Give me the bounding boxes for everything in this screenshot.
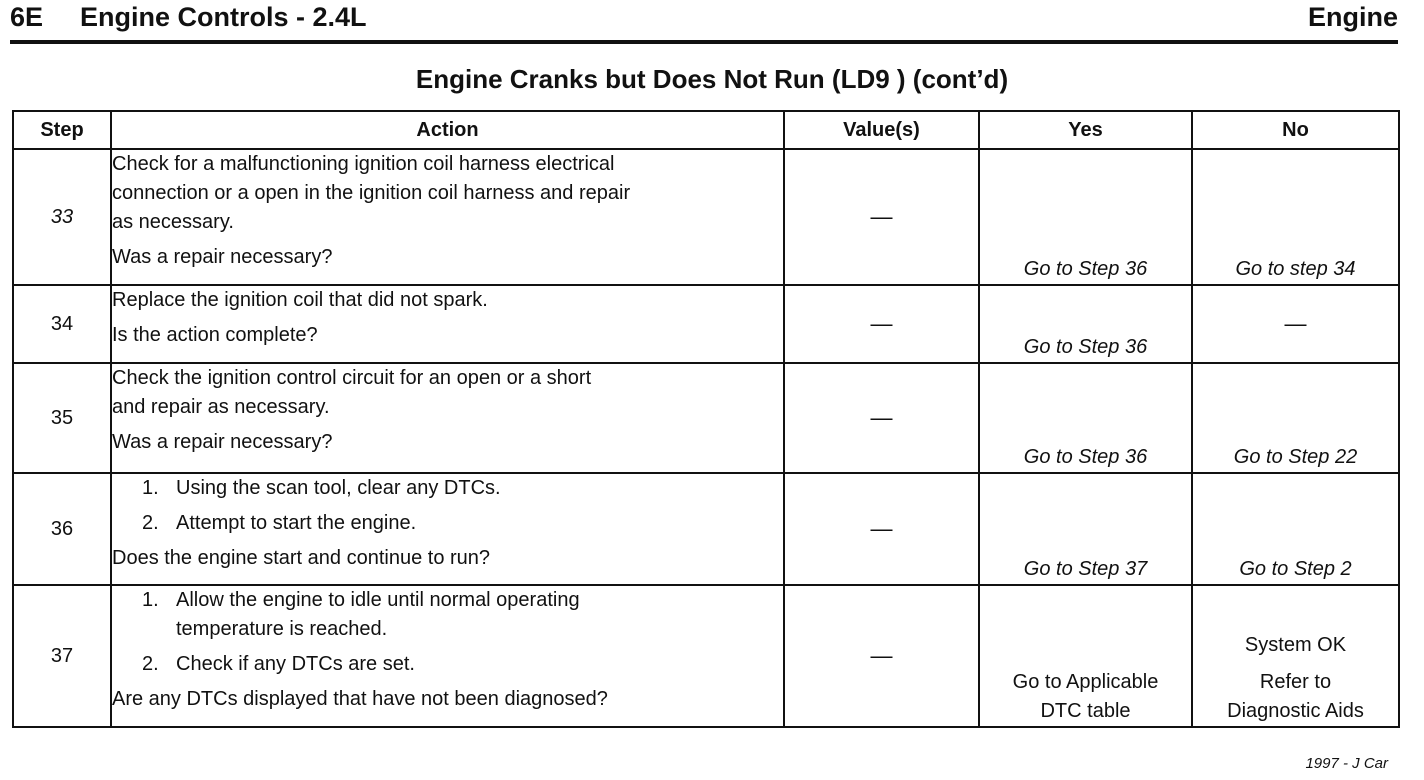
table-row bbox=[13, 473, 1399, 585]
page-header bbox=[10, 0, 1398, 44]
sub-step-number: 2. bbox=[142, 512, 159, 534]
sub-step-text: Check if any DTCs are set. bbox=[176, 653, 415, 675]
value-cell: — bbox=[784, 149, 979, 285]
step-number: 35 bbox=[13, 363, 111, 473]
no-line: Refer to bbox=[1259, 671, 1332, 693]
action-cell bbox=[111, 473, 784, 585]
action-cell bbox=[111, 585, 784, 727]
action-line: as necessary. bbox=[112, 211, 234, 233]
action-question: Was a repair necessary? bbox=[112, 431, 333, 453]
column-header-values: Value(s) bbox=[784, 111, 979, 149]
sub-step bbox=[112, 474, 783, 503]
sub-step-text: Using the scan tool, clear any DTCs. bbox=[176, 477, 501, 499]
no-cell: Go to Step 2 bbox=[1192, 473, 1399, 585]
yes-line: DTC table bbox=[1040, 700, 1131, 722]
table-row bbox=[13, 149, 1399, 285]
value-cell: — bbox=[784, 363, 979, 473]
sub-step-number: 2. bbox=[142, 653, 159, 675]
sub-step bbox=[112, 650, 783, 679]
action-line: connection or a open in the ignition coil harness and repair bbox=[112, 182, 631, 204]
table-row bbox=[13, 585, 1399, 727]
value-cell: — bbox=[784, 473, 979, 585]
step-number: 34 bbox=[13, 285, 111, 363]
action-question: Is the action complete? bbox=[112, 324, 318, 346]
yes-cell bbox=[979, 585, 1192, 727]
sub-step-text: Allow the engine to idle until normal operating bbox=[176, 589, 580, 611]
action-question: Does the engine start and continue to run? bbox=[112, 547, 491, 569]
action-question: Are any DTCs displayed that have not been diagnosed? bbox=[112, 688, 608, 710]
yes-cell: Go to Step 37 bbox=[979, 473, 1192, 585]
action-line: and repair as necessary. bbox=[112, 396, 330, 418]
step-number: 33 bbox=[13, 149, 111, 285]
table-row bbox=[13, 363, 1399, 473]
yes-cell: Go to Step 36 bbox=[979, 285, 1192, 363]
table-title: Engine Cranks but Does Not Run (LD9 ) (cont’d) bbox=[415, 64, 1009, 94]
action-question: Was a repair necessary? bbox=[112, 246, 333, 268]
sub-step bbox=[112, 586, 783, 644]
sub-step-number: 1. bbox=[142, 477, 159, 499]
page-footer: 1997 - J Car bbox=[1305, 755, 1388, 772]
no-line: System OK bbox=[1244, 634, 1347, 656]
action-cell bbox=[111, 285, 784, 363]
table-header-row bbox=[13, 111, 1399, 149]
step-number: 36 bbox=[13, 473, 111, 585]
sub-step-continuation: temperature is reached. bbox=[176, 618, 388, 640]
diagnostic-table bbox=[12, 110, 1400, 728]
sub-step-text: Attempt to start the engine. bbox=[176, 512, 417, 534]
action-line: Check the ignition control circuit for an open or a short bbox=[112, 367, 592, 389]
section-tag: Engine bbox=[1307, 2, 1398, 32]
action-line: Check for a malfunctioning ignition coil harness electrical bbox=[112, 153, 615, 175]
no-line: Diagnostic Aids bbox=[1227, 700, 1364, 722]
column-header-action: Action bbox=[111, 111, 784, 149]
action-cell bbox=[111, 363, 784, 473]
no-cell: Go to step 34 bbox=[1192, 149, 1399, 285]
sub-step bbox=[112, 509, 783, 538]
no-cell: Go to Step 22 bbox=[1192, 363, 1399, 473]
sub-step-number: 1. bbox=[142, 589, 159, 611]
column-header-no: No bbox=[1192, 111, 1399, 149]
action-line: Replace the ignition coil that did not spark. bbox=[112, 289, 488, 311]
yes-cell: Go to Step 36 bbox=[979, 149, 1192, 285]
value-cell: — bbox=[784, 285, 979, 363]
section-title: Engine Controls - 2.4L bbox=[80, 2, 367, 32]
action-cell bbox=[111, 149, 784, 285]
table-row bbox=[13, 285, 1399, 363]
yes-line: Go to Applicable bbox=[1012, 671, 1159, 693]
value-cell: — bbox=[784, 585, 979, 727]
column-header-yes: Yes bbox=[979, 111, 1192, 149]
column-header-step: Step bbox=[13, 111, 111, 149]
no-cell: — bbox=[1192, 285, 1399, 363]
yes-cell: Go to Step 36 bbox=[979, 363, 1192, 473]
no-cell bbox=[1192, 585, 1399, 727]
section-code: 6E bbox=[10, 2, 44, 32]
step-number: 37 bbox=[13, 585, 111, 727]
